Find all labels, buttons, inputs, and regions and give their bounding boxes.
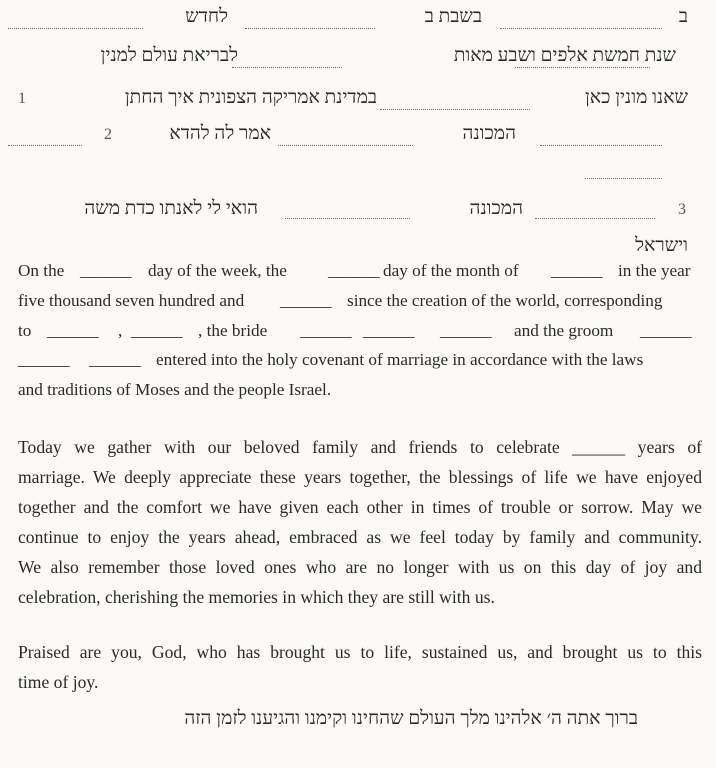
line-number: 3	[678, 201, 686, 218]
hebrew-hamechune-2: המכונה	[469, 198, 523, 219]
paragraph-line: Today we gather with our beloved family and friends to celebrate ______ years of	[18, 437, 702, 457]
blank-line[interactable]	[515, 67, 650, 68]
form-line-2	[18, 286, 702, 316]
blank-field[interactable]: ______	[328, 261, 380, 280]
anniversary-paragraph	[18, 432, 702, 612]
hebrew-b: ב	[678, 6, 688, 27]
line-number: 2	[104, 126, 112, 143]
blank-line[interactable]	[380, 109, 530, 110]
form-text: since the creation of the world, corresponding	[347, 290, 663, 310]
form-text: day of the month of	[383, 261, 519, 280]
form-line-3	[18, 316, 702, 346]
form-text: ,	[118, 320, 123, 340]
form-text: and the groom	[514, 320, 614, 340]
hebrew-bimdinat: במדינת אמריקה הצפונית איך החתן	[124, 87, 377, 108]
form-text: , the bride	[198, 320, 268, 340]
blank-field[interactable]: ______	[363, 320, 415, 340]
form-text: On the	[18, 261, 65, 280]
blank-line[interactable]	[8, 145, 82, 146]
paragraph-line: continue to enjoy the years ahead, embraced as we feel today by family and community.	[18, 527, 702, 547]
hebrew-lechodesh: לחדש	[185, 6, 228, 27]
form-text: and traditions of Moses and the people Israel.	[18, 380, 332, 400]
paragraph-line: We also remember those loved ones who are no longer with us on this day of joy and	[18, 557, 702, 577]
blank-line[interactable]	[540, 145, 662, 146]
blank-line[interactable]	[285, 218, 410, 219]
paragraph-line: time of joy.	[18, 672, 99, 692]
form-line-5	[18, 375, 702, 405]
blank-field[interactable]: ______	[640, 320, 692, 340]
blank-line[interactable]	[535, 218, 655, 219]
blank-field[interactable]: ______	[89, 350, 141, 370]
hebrew-shnat: שנת חמשת אלפים ושבע מאות	[453, 45, 676, 66]
hebrew-veyisrael: וישראל	[635, 235, 688, 256]
hebrew-havi: הואי לי לאנתו כדת משה	[84, 198, 258, 219]
form-line-4	[18, 345, 702, 375]
hebrew-sheanu: שאנו מונין כאן	[584, 87, 688, 108]
blank-field[interactable]: ______	[280, 290, 332, 310]
form-text: in the year	[618, 261, 691, 280]
blank-field[interactable]: ______	[551, 261, 603, 280]
blank-field[interactable]: ______	[440, 320, 492, 340]
paragraph-line: Praised are you, God, who has brought us to life, sustained us, and brought us to this	[18, 642, 702, 662]
form-text: to	[18, 320, 32, 340]
blank-line[interactable]	[500, 28, 662, 29]
blank-field[interactable]: ______	[80, 261, 132, 280]
hebrew-beshabbat: בשבת ב	[424, 6, 482, 27]
form-text: day of the week, the	[148, 261, 287, 280]
blank-field[interactable]: ______	[300, 320, 352, 340]
hebrew-livriat: לבריאת עולם למנין	[100, 45, 238, 66]
hebrew-hamechune-1: המכונה	[462, 123, 516, 144]
hebrew-amar: אמר לה להדא	[169, 123, 271, 144]
blank-field[interactable]: ______	[131, 320, 183, 340]
form-line-1	[18, 256, 702, 286]
paragraph-line: celebration, cherishing the memories in which they are still with us.	[18, 587, 495, 607]
blank-line[interactable]	[245, 28, 375, 29]
english-form	[18, 256, 702, 405]
blessing-paragraph	[18, 637, 702, 697]
blank-field[interactable]: ______	[47, 320, 99, 340]
form-text: entered into the holy covenant of marriage in accordance with the laws	[156, 350, 644, 370]
blank-line[interactable]	[232, 67, 342, 68]
hebrew-blessing: ברוך אתה ה׳ אלהינו מלך העולם שהחינו וקימנו והגיענו לזמן הזה	[184, 708, 638, 729]
blank-line[interactable]	[585, 178, 662, 179]
form-text: five thousand seven hundred and	[18, 290, 245, 310]
blank-field[interactable]: ______	[18, 350, 70, 370]
blank-line[interactable]	[278, 145, 413, 146]
blank-line[interactable]	[8, 28, 143, 29]
paragraph-line: together and the comfort we have given each other in times of trouble or sorrow. May we	[18, 497, 702, 517]
paragraph-line: marriage. We deeply appreciate these years together, the blessings of life we have enjoyed	[18, 467, 702, 487]
line-number: 1	[18, 90, 26, 107]
